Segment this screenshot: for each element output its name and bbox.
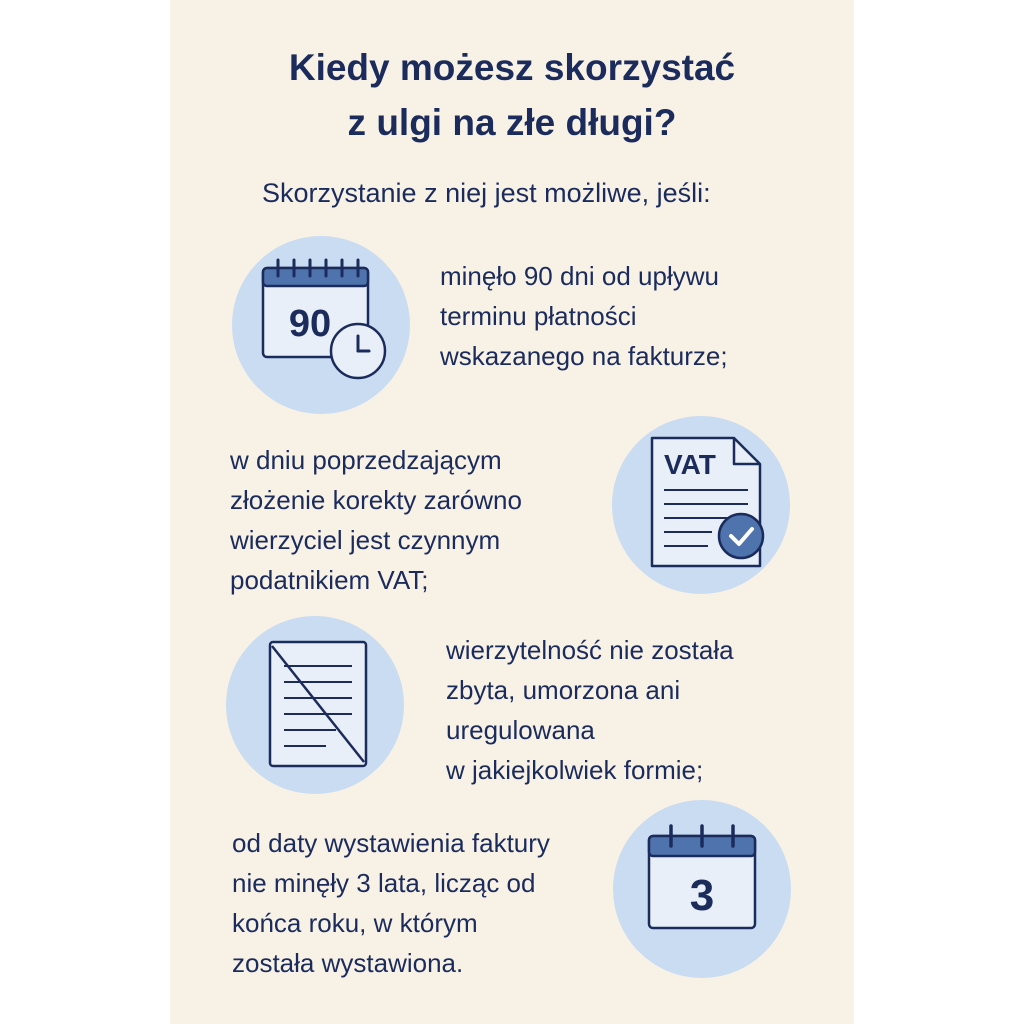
condition-2-line: złożenie korekty zarówno [230, 485, 522, 515]
condition-3-line: uregulowana [446, 715, 595, 745]
subtitle: Skorzystanie z niej jest możliwe, jeśli: [262, 178, 711, 208]
condition-3-line: w jakiejkolwiek formie; [446, 755, 704, 785]
condition-2-line: wierzyciel jest czynnym [230, 525, 501, 555]
condition-2-line: podatnikiem VAT; [230, 565, 429, 595]
calendar-icon [613, 800, 791, 978]
calendar-day-3: 3 [689, 871, 715, 920]
condition-text-1 [440, 256, 728, 376]
crossed-document-icon [226, 616, 404, 794]
vat-label: VAT [664, 449, 716, 480]
infographic-card [170, 0, 854, 1024]
condition-4-line: końca roku, w którym [232, 908, 478, 938]
condition-1-line: minęło 90 dni od upływu [440, 261, 719, 291]
condition-text-2 [230, 440, 522, 600]
condition-2-line: w dniu poprzedzającym [230, 445, 502, 475]
condition-4-line: nie minęły 3 lata, licząc od [232, 868, 536, 898]
title-line-1: Kiedy możesz skorzystać [288, 47, 736, 88]
condition-text-3 [446, 630, 734, 790]
calendar-day-90: 90 [288, 303, 332, 345]
vat-invoice-check-icon [612, 416, 790, 594]
condition-text-4 [232, 823, 550, 983]
condition-1-line: wskazanego na fakturze; [440, 341, 728, 371]
condition-4-line: od daty wystawienia faktury [232, 828, 550, 858]
condition-3-line: zbyta, umorzona ani [446, 675, 681, 705]
calendar-clock-icon [232, 236, 410, 414]
condition-3-line: wierzytelność nie została [446, 635, 734, 665]
condition-1-line: terminu płatności [440, 301, 637, 331]
title-line-2: z ulgi na złe długi? [347, 102, 677, 143]
condition-4-line: została wystawiona. [232, 948, 464, 978]
page-title [170, 40, 854, 150]
